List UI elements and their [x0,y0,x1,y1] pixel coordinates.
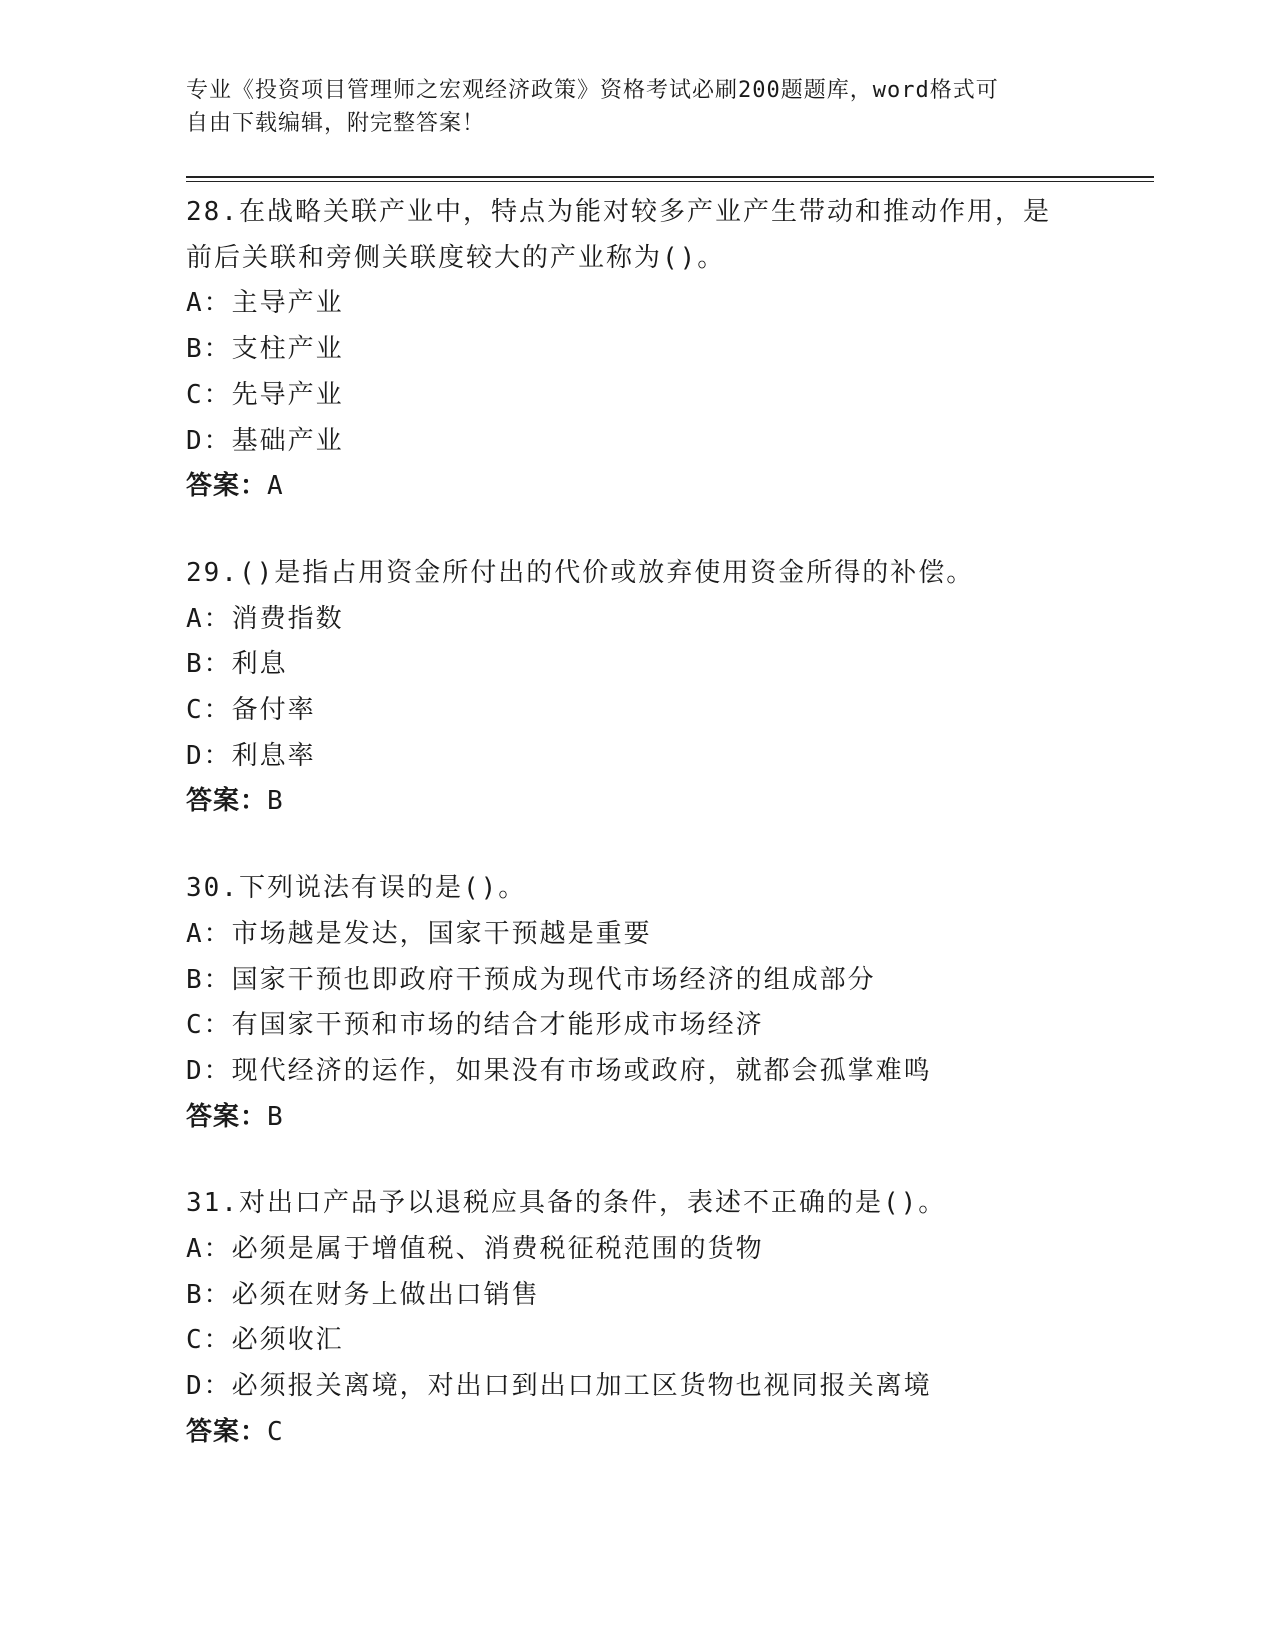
question-list [186,190,1146,1497]
header-divider-thin [186,181,1154,182]
option-b: B：利息 [186,649,288,680]
option-c: C：必须收汇 [186,1325,344,1356]
option-a: A：消费指数 [186,603,344,634]
answer-value: B [267,786,285,817]
option-b: B：支柱产业 [186,334,344,365]
answer-label: 答案： [186,1416,268,1447]
option-d: D：基础产业 [186,425,344,456]
option-a: A：主导产业 [186,288,344,319]
option-d: D：现代经济的运作，如果没有市场或政府，就都会孤掌难鸣 [186,1055,932,1086]
question-stem: 29.()是指占用资金所付出的代价或放弃使用资金所得的补偿。 [186,557,975,588]
question-stem-continued: 前后关联和旁侧关联度较大的产业称为()。 [186,242,726,273]
option-d: D：利息率 [186,740,316,771]
question-stem: 28.在战略关联产业中，特点为能对较多产业产生带动和推动作用，是 [186,197,1051,227]
answer-label: 答案： [186,471,268,502]
question-30 [186,866,1146,1140]
option-a: A：必须是属于增值税、消费税征税范围的货物 [186,1234,764,1265]
question-28 [186,190,1146,510]
option-b: B：国家干预也即政府干预成为现代市场经济的组成部分 [186,964,876,995]
option-d: D：必须报关离境，对出口到出口加工区货物也视同报关离境 [186,1371,932,1402]
question-stem: 30.下列说法有误的是()。 [186,873,527,904]
header-line-2: 自由下载编辑，附完整答案！ [186,111,486,136]
option-b: B：必须在财务上做出口销售 [186,1279,540,1310]
option-c: C：有国家干预和市场的结合才能形成市场经济 [186,1010,764,1041]
option-a: A：市场越是发达，国家干预越是重要 [186,918,652,949]
question-stem: 31.对出口产品予以退税应具备的条件，表述不正确的是()。 [186,1188,947,1219]
answer-value: B [267,1101,285,1132]
question-29 [186,551,1146,825]
document-header [186,74,1066,140]
answer [186,1095,1146,1141]
question-31 [186,1181,1146,1455]
answer-label: 答案： [186,786,268,817]
option-c: C：备付率 [186,695,316,726]
answer-value: A [267,471,285,502]
option-c: C：先导产业 [186,379,344,410]
header-divider-thick [186,176,1154,178]
answer-label: 答案： [186,1101,268,1132]
answer [186,779,1146,825]
answer [186,1410,1146,1456]
answer [186,464,1146,510]
header-line-1: 专业《投资项目管理师之宏观经济政策》资格考试必刷200题题库，word格式可 [186,78,999,103]
answer-value: C [267,1416,285,1447]
